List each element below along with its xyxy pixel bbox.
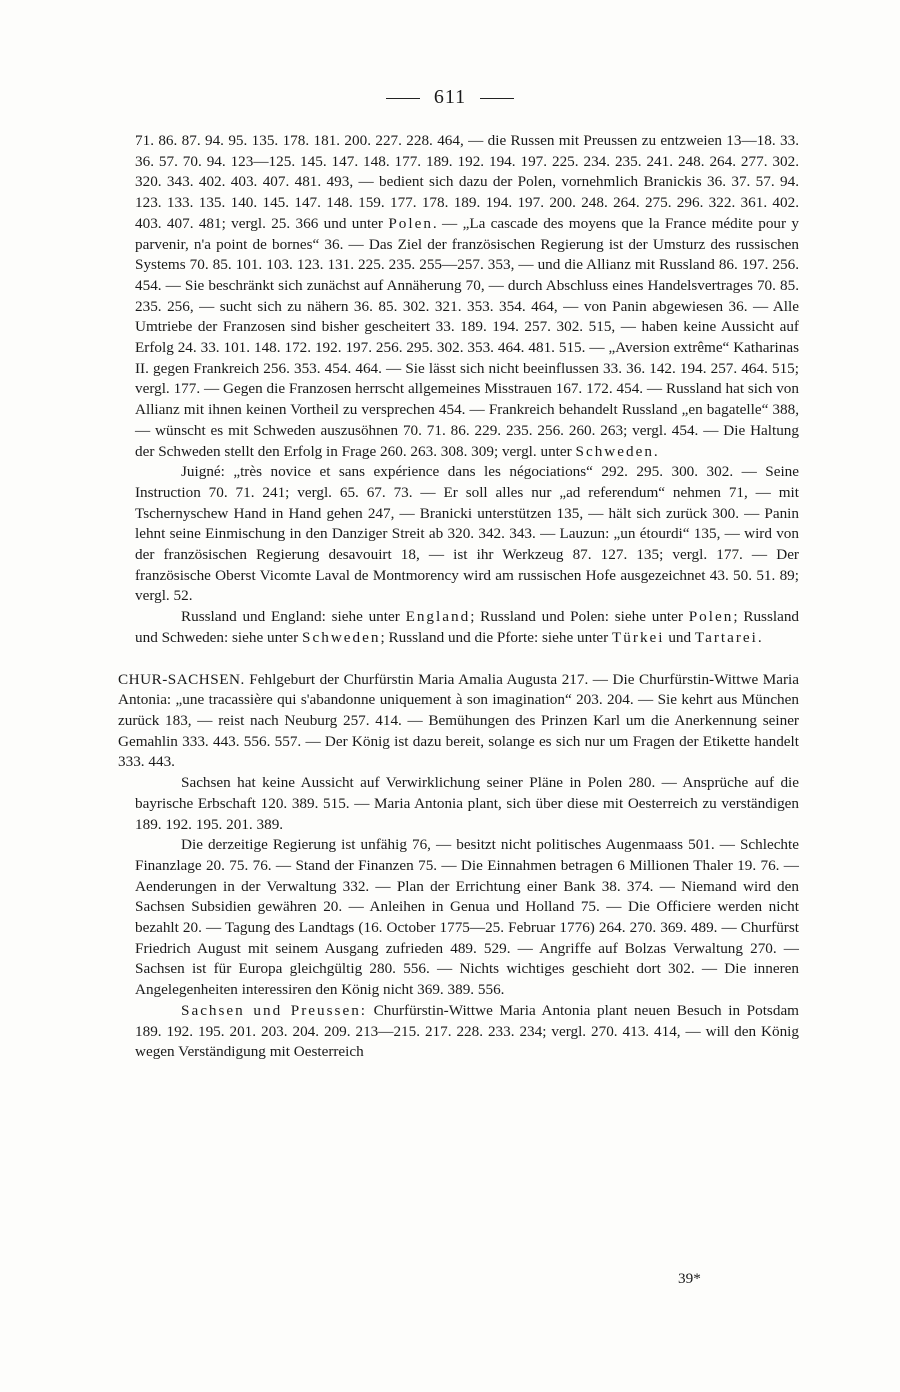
cross-reference: Polen	[388, 214, 433, 232]
text-run: ; Russland und die Pforte: siehe unter	[380, 628, 613, 646]
text-run: .	[757, 628, 762, 646]
entry-heading: CHUR-SACHSEN.	[118, 670, 245, 688]
text-run: Russland und England: siehe unter	[181, 608, 406, 626]
cross-reference: Türkei	[612, 628, 665, 646]
chur-sachsen-entry	[118, 670, 799, 774]
header-rule-left	[386, 98, 420, 99]
header-rule-right	[480, 98, 514, 99]
sachsen-polen-paragraph: Sachsen hat keine Aussicht auf Verwirklichung seiner Pläne in Polen 280. — Ansprüche auf die bayrische Erbschaft 120. 389. 515. — Maria Antonia plant, sich über diese mit Oesterreich zu verständigen 189. 192. 195. 201. 389.	[135, 774, 799, 833]
sachsen-preussen-paragraph	[135, 1001, 799, 1063]
text-run: ; Russland und Polen: siehe unter	[470, 608, 689, 626]
text-run: ; Russland und Schweden: siehe unter	[135, 608, 800, 646]
index-text	[118, 131, 800, 1063]
continuation-paragraph	[135, 131, 799, 462]
text-run: Churfürstin-Wittwe Maria Antonia plant neuen Besuch in Potsdam 189. 192. 195. 201. 203. 204. 209. 213—215. 217. 228. 233. 234; vergl. 270. 413. 414, — will den König wegen Verständigung mit Oesterreich	[135, 1001, 799, 1061]
juigne-paragraph: Juigné: „très novice et sans expérience dans les négociations“ 292. 295. 300. 302. — Seine Instruction 70. 71. 241; vergl. 65. 67. 73. — Er soll alles nur „ad referendum“ nehmen 71, — mit Tschernyschew Hand in Hand gehen 247, — Branicki unterstützen 135, — hält sich zurück 300. — Panin lehnt seine Einmischung in den Danziger Streit ab 320. 342. 343. — Lauzun: „un étourdi“ 135, — wird von der französischen Regierung desavouirt 18, — ist ihr Werkzeug 87. 127. 135; vergl. 177. — Der französische Oberst Vicomte Laval de Montmorency wird am russischen Hofe ausgezeichnet 43. 50. 51. 89; vergl. 52.	[135, 463, 799, 605]
cross-reference: Tartarei	[694, 628, 758, 646]
cross-reference: Schweden	[575, 442, 654, 460]
text-run: und	[664, 628, 695, 646]
page-number: 611	[433, 86, 467, 108]
signature-mark: 39*	[678, 1270, 701, 1287]
cross-reference: Schweden	[302, 628, 381, 646]
russland-crossref-paragraph	[135, 607, 799, 648]
cross-reference: England	[405, 608, 471, 626]
regierung-paragraph: Die derzeitige Regierung ist unfähig 76, — besitzt nicht politisches Augenmaass 501. — Schlechte Finanzlage 20. 75. 76. — Stand der Finanzen 75. — Die Einnahmen betragen 6 Millionen Thaler 19. 76. — Aenderungen in der Verwaltung 332. — Plan der Errichtung einer Bank 38. 374. — Niemand wird den Sachsen Subsidien gewähren 20. — Anleihen in Genua und Holland 75. — Die Officiere werden nicht bezahlt 20. — Tagung des Landtags (16. October 1775—25. Februar 1776) 264. 270. 369. 489. — Churfürst Friedrich August mit seinem Ausgang zufrieden 489. 529. — Angriffe auf Bolzas Verwaltung 270. — Sachsen ist für Europa gleichgültig 280. 556. — Nichts wichtiges geschieht dort 302. — Die inneren Angelegenheiten interessiren den König nicht 369. 389. 556.	[135, 836, 799, 999]
text-run: . — „La cascade des moyens que la France médite pour y parvenir, n'a point de bornes“ 36. — Das Ziel der französischen Regierung ist der Umsturz des russischen Systems 70. 85. 101. 103. 123. 131. 225. 235. 255—257. 353, — und die Allianz mit Russland 86. 197. 256. 454. — Sie beschränkt sich zunächst auf Annäherung 70, — durch Abschluss eines Handelsvertrages 70. 85. 235. 256, — sucht sich zu nähern 36. 85. 302. 321. 353. 354. 464, — von Panin abgewiesen 36. — Alle Umtriebe der Franzosen sind bisher gescheitert 33. 189. 194. 257. 302. 515, — haben keine Aussicht auf Erfolg 24. 33. 101. 148. 172. 192. 197. 256. 295. 302. 353. 464. 481. 515. — „Aversion extrême“ Katharinas II. gegen Frankreich 256. 353. 454. 464. — Sie lässt sich nicht beeinflussen 33. 36. 142. 194. 257. 464. 515; vergl. 177. — Gegen die Franzosen herrscht allgemeines Misstrauen 167. 172. 454. — Russland hat sich von Allianz mit ihnen keinen Vortheil zu versprechen 454. — Frankreich behandelt Russland „en bagatelle“ 388, — wünscht es mit Schweden auszusöhnen 70. 71. 86. 229. 235. 256. 260. 263; vergl. 454. — Die Haltung der Schweden stellt den Erfolg in Frage 260. 263. 308. 309; vergl. unter	[135, 214, 799, 460]
cross-reference: Polen	[688, 608, 734, 626]
page-header	[0, 86, 900, 109]
text-run: .	[653, 442, 658, 460]
subentry-lead: Sachsen und Preussen:	[181, 1001, 368, 1019]
text-run: 71. 86. 87. 94. 95. 135. 178. 181. 200. 227. 228. 464, — die Russen mit Preussen zu entzweien 13—18. 33. 36. 57. 70. 94. 123—125. 145. 147. 148. 177. 189. 192. 194. 197. 225. 234. 235. 241. 248. 264. 277. 302. 320. 343. 402. 403. 407. 481. 493, — bedient sich dazu der Polen, vornehmlich Branickis 36. 37. 57. 94. 123. 133. 135. 140. 145. 147. 148. 159. 177. 178. 189. 194. 197. 200. 248. 264. 275. 296. 322. 361. 402. 403. 407. 481; vergl. 25. 366 und unter	[135, 132, 799, 232]
text-run: Fehlgeburt der Churfürstin Maria Amalia Augusta 217. — Die Churfürstin-Wittwe Maria Antonia: „une tracassière qui s'abandonne uniquement à son imagination“ 203. 204. — Sie kehrt aus München zurück 183, — reist nach Neuburg 257. 414. — Bemühungen des Prinzen Karl um die Anerkennung seiner Gemahlin 333. 443. 556. 557. — Der König ist dazu bereit, solange es sich nur um Fragen der Etikette handelt 333. 443.	[118, 670, 799, 771]
